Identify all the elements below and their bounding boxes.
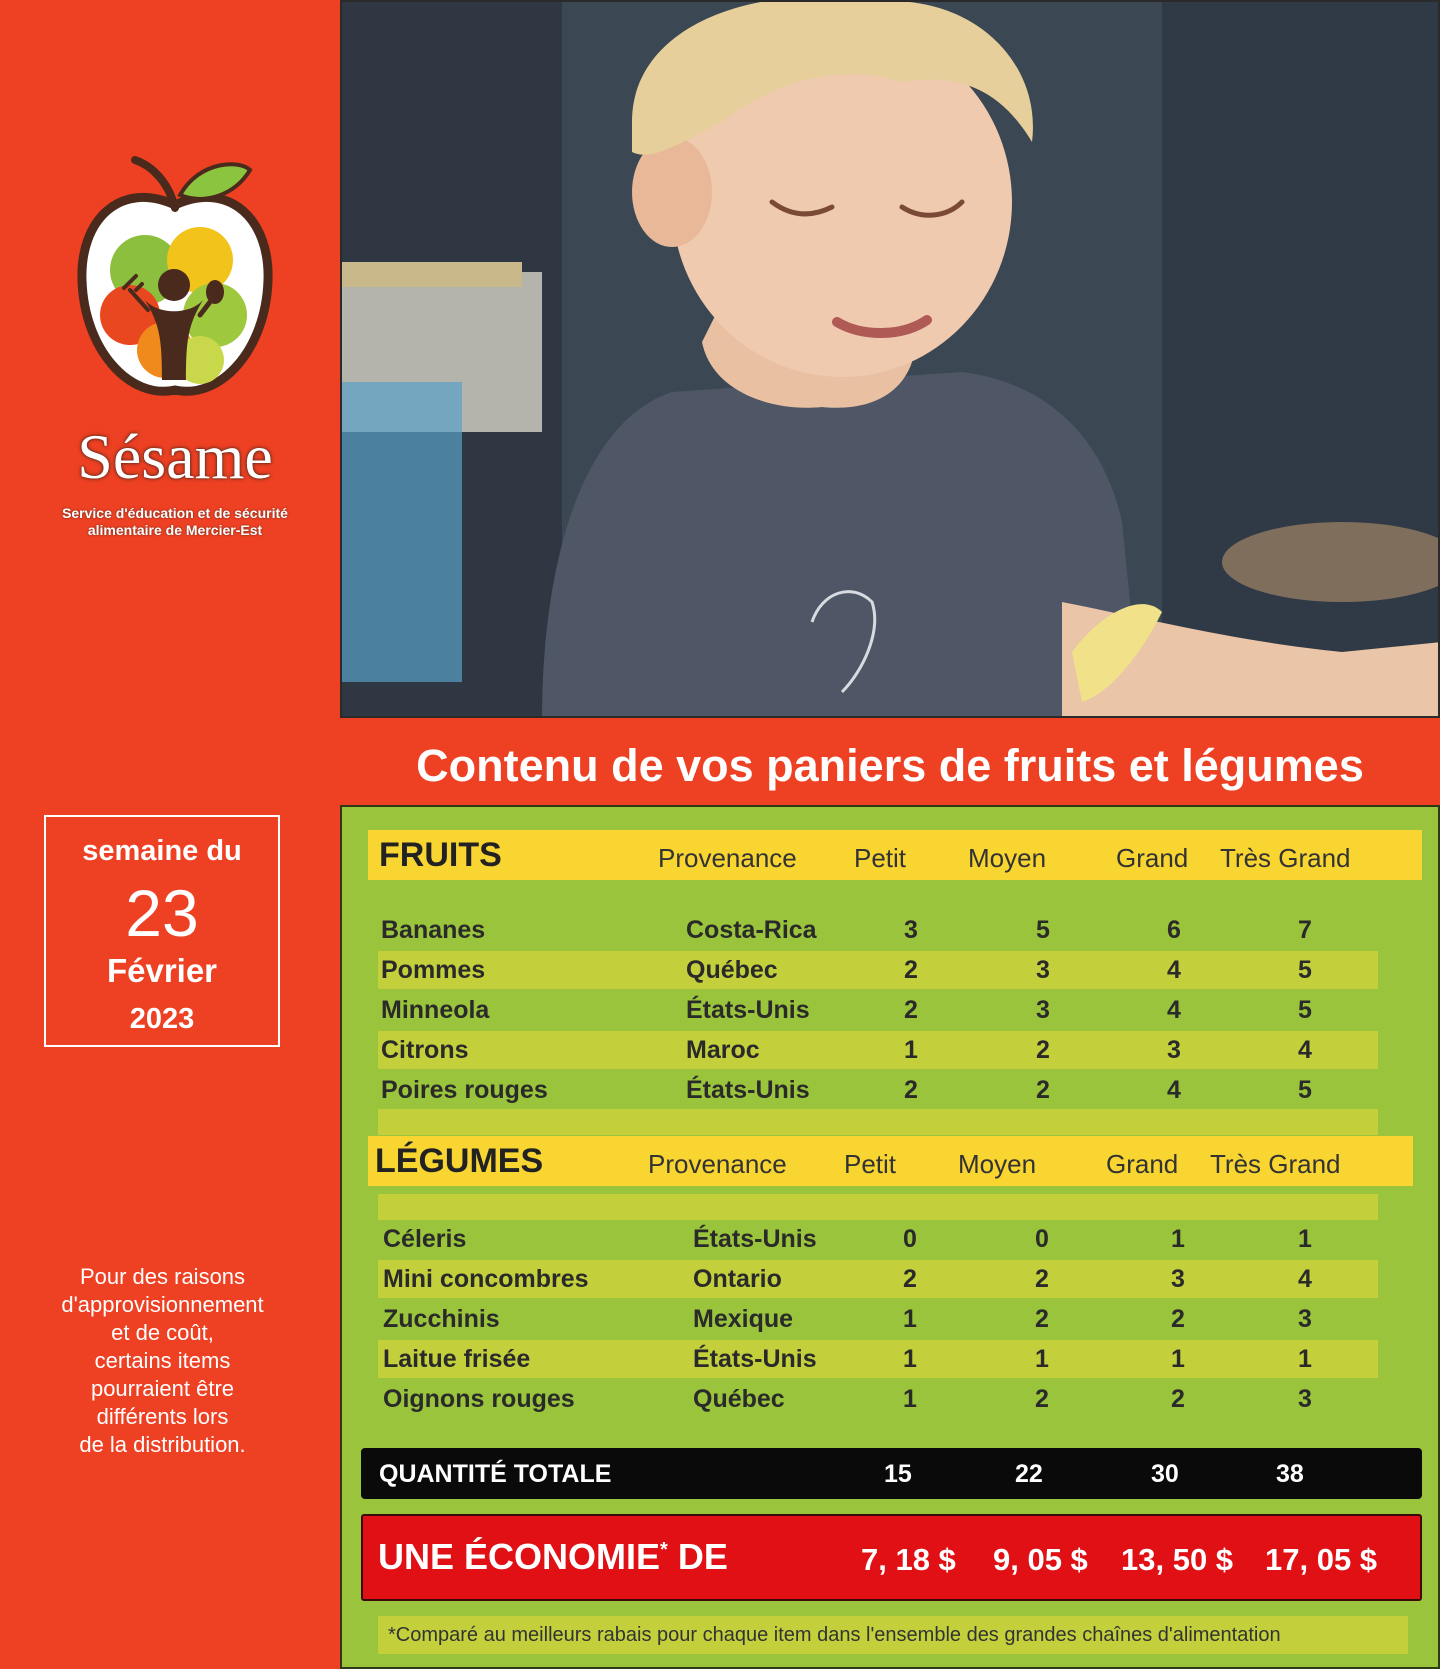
table-row — [378, 1071, 1378, 1109]
item-large: 6 — [1167, 916, 1181, 944]
basket-table-panel — [340, 805, 1440, 1669]
table-row — [378, 1340, 1378, 1378]
item-origin: Mexique — [693, 1305, 794, 1333]
table-row — [378, 1031, 1378, 1069]
item-name: Laitue frisée — [383, 1345, 531, 1373]
total-label: QUANTITÉ TOTALE — [379, 1460, 612, 1488]
savings-asterisk: * — [660, 1539, 668, 1561]
item-medium: 2 — [1035, 1385, 1049, 1413]
total-xlarge: 38 — [1276, 1460, 1304, 1488]
item-name: Zucchinis — [383, 1305, 500, 1333]
item-xlarge: 5 — [1298, 996, 1312, 1024]
item-large: 1 — [1171, 1225, 1185, 1253]
item-medium: 5 — [1036, 916, 1050, 944]
item-medium: 3 — [1036, 956, 1050, 984]
row-spacer — [378, 1194, 1378, 1220]
sidebar — [0, 0, 340, 1669]
item-medium: 0 — [1035, 1225, 1049, 1253]
table-row — [378, 1220, 1378, 1258]
item-xlarge: 7 — [1298, 916, 1312, 944]
note-line: différents lors — [96, 1404, 229, 1429]
fruits-title: FRUITS — [379, 836, 502, 874]
item-large: 2 — [1171, 1305, 1185, 1333]
vegetables-header — [368, 1136, 1413, 1186]
item-small: 2 — [904, 996, 918, 1024]
date-box — [44, 815, 280, 1047]
col-xlarge: Très Grand — [1220, 843, 1351, 873]
item-name: Oignons rouges — [383, 1385, 575, 1413]
item-small: 2 — [904, 1076, 918, 1104]
note-line: et de coût, — [111, 1320, 214, 1345]
item-large: 4 — [1167, 1076, 1181, 1104]
row-spacer — [378, 1109, 1378, 1135]
savings-label-text: UNE ÉCONOMIE — [378, 1536, 661, 1577]
savings-bar — [361, 1514, 1422, 1601]
child-photo — [340, 0, 1440, 718]
item-medium: 2 — [1035, 1305, 1049, 1333]
supply-note — [40, 1263, 285, 1459]
item-medium: 3 — [1036, 996, 1050, 1024]
brand-subtitle-line2: alimentaire de Mercier-Est — [87, 522, 263, 538]
col-xlarge: Très Grand — [1210, 1149, 1341, 1179]
item-small: 3 — [904, 916, 918, 944]
week-day: 23 — [125, 876, 199, 950]
item-small: 2 — [903, 1265, 917, 1293]
brand-name: Sésame — [77, 421, 273, 492]
item-xlarge: 4 — [1298, 1036, 1312, 1064]
item-name: Céleris — [383, 1225, 467, 1253]
item-name: Mini concombres — [383, 1265, 589, 1293]
vegetables-title: LÉGUMES — [375, 1142, 544, 1180]
item-name: Pommes — [381, 956, 486, 984]
item-small: 1 — [903, 1305, 917, 1333]
item-name: Minneola — [381, 996, 490, 1024]
item-small: 1 — [903, 1385, 917, 1413]
page-title: Contenu de vos paniers de fruits et légumes — [416, 740, 1364, 791]
item-origin: Ontario — [693, 1265, 782, 1293]
item-name: Poires rouges — [381, 1076, 548, 1104]
col-small: Petit — [854, 843, 907, 873]
savings-label-end: DE — [667, 1536, 728, 1577]
item-medium: 2 — [1036, 1076, 1050, 1104]
note-line: de la distribution. — [79, 1432, 246, 1457]
item-large: 2 — [1171, 1385, 1185, 1413]
savings-medium: 9, 05 $ — [993, 1542, 1088, 1577]
brand-subtitle-line1: Service d'éducation et de sécurité — [62, 505, 288, 521]
col-medium: Moyen — [968, 843, 1047, 873]
item-large: 4 — [1167, 956, 1181, 984]
total-medium: 22 — [1015, 1460, 1043, 1488]
week-label: semaine du — [82, 835, 242, 867]
total-quantity-bar — [361, 1448, 1422, 1499]
footnote: *Comparé au meilleurs rabais pour chaque item dans l'ensemble des grandes chaînes d'alimentation — [378, 1616, 1408, 1654]
apple-logo-icon — [50, 150, 300, 420]
item-origin: États-Unis — [693, 1225, 817, 1253]
item-medium: 1 — [1035, 1345, 1049, 1373]
item-small: 0 — [903, 1225, 917, 1253]
item-origin: États-Unis — [693, 1345, 817, 1373]
item-xlarge: 1 — [1298, 1225, 1312, 1253]
savings-large: 13, 50 $ — [1121, 1542, 1234, 1577]
item-xlarge: 3 — [1298, 1385, 1312, 1413]
item-xlarge: 5 — [1298, 1076, 1312, 1104]
item-large: 3 — [1171, 1265, 1185, 1293]
item-large: 4 — [1167, 996, 1181, 1024]
item-origin: Québec — [686, 956, 778, 984]
col-origin: Provenance — [648, 1149, 787, 1179]
item-origin: Costa-Rica — [686, 916, 817, 944]
item-name: Bananes — [381, 916, 486, 944]
total-large: 30 — [1151, 1460, 1179, 1488]
table-row — [378, 1300, 1378, 1338]
col-medium: Moyen — [958, 1149, 1037, 1179]
child-tasting-fruit-image — [342, 2, 1440, 718]
item-xlarge: 3 — [1298, 1305, 1312, 1333]
savings-xlarge: 17, 05 $ — [1265, 1542, 1378, 1577]
item-origin: États-Unis — [686, 1076, 810, 1104]
item-name: Citrons — [381, 1036, 469, 1064]
table-row — [378, 1380, 1378, 1418]
sesame-logo — [50, 150, 300, 550]
col-small: Petit — [844, 1149, 897, 1179]
table-row — [378, 911, 1378, 949]
item-small: 1 — [903, 1345, 917, 1373]
col-origin: Provenance — [658, 843, 797, 873]
item-medium: 2 — [1036, 1036, 1050, 1064]
item-origin: Québec — [693, 1385, 785, 1413]
item-origin: Maroc — [686, 1036, 760, 1064]
note-line: certains items — [94, 1348, 231, 1373]
item-small: 1 — [904, 1036, 918, 1064]
total-small: 15 — [884, 1460, 912, 1488]
item-origin: États-Unis — [686, 996, 810, 1024]
item-small: 2 — [904, 956, 918, 984]
table-row — [378, 951, 1378, 989]
note-line: pourraient être — [90, 1376, 235, 1401]
item-large: 3 — [1167, 1036, 1181, 1064]
week-month: Février — [106, 952, 218, 989]
week-year: 2023 — [129, 1003, 195, 1035]
savings-small: 7, 18 $ — [861, 1542, 956, 1577]
col-large: Grand — [1116, 843, 1189, 873]
fruits-header — [368, 830, 1422, 880]
item-xlarge: 4 — [1298, 1265, 1312, 1293]
note-line: d'approvisionnement — [61, 1292, 264, 1317]
savings-label — [378, 1536, 728, 1578]
col-large: Grand — [1106, 1149, 1179, 1179]
item-xlarge: 5 — [1298, 956, 1312, 984]
brand-subtitle — [50, 505, 300, 539]
item-medium: 2 — [1035, 1265, 1049, 1293]
item-xlarge: 1 — [1298, 1345, 1312, 1373]
table-row — [378, 1260, 1378, 1298]
note-line: Pour des raisons — [79, 1264, 246, 1289]
table-row — [378, 991, 1378, 1029]
item-large: 1 — [1171, 1345, 1185, 1373]
